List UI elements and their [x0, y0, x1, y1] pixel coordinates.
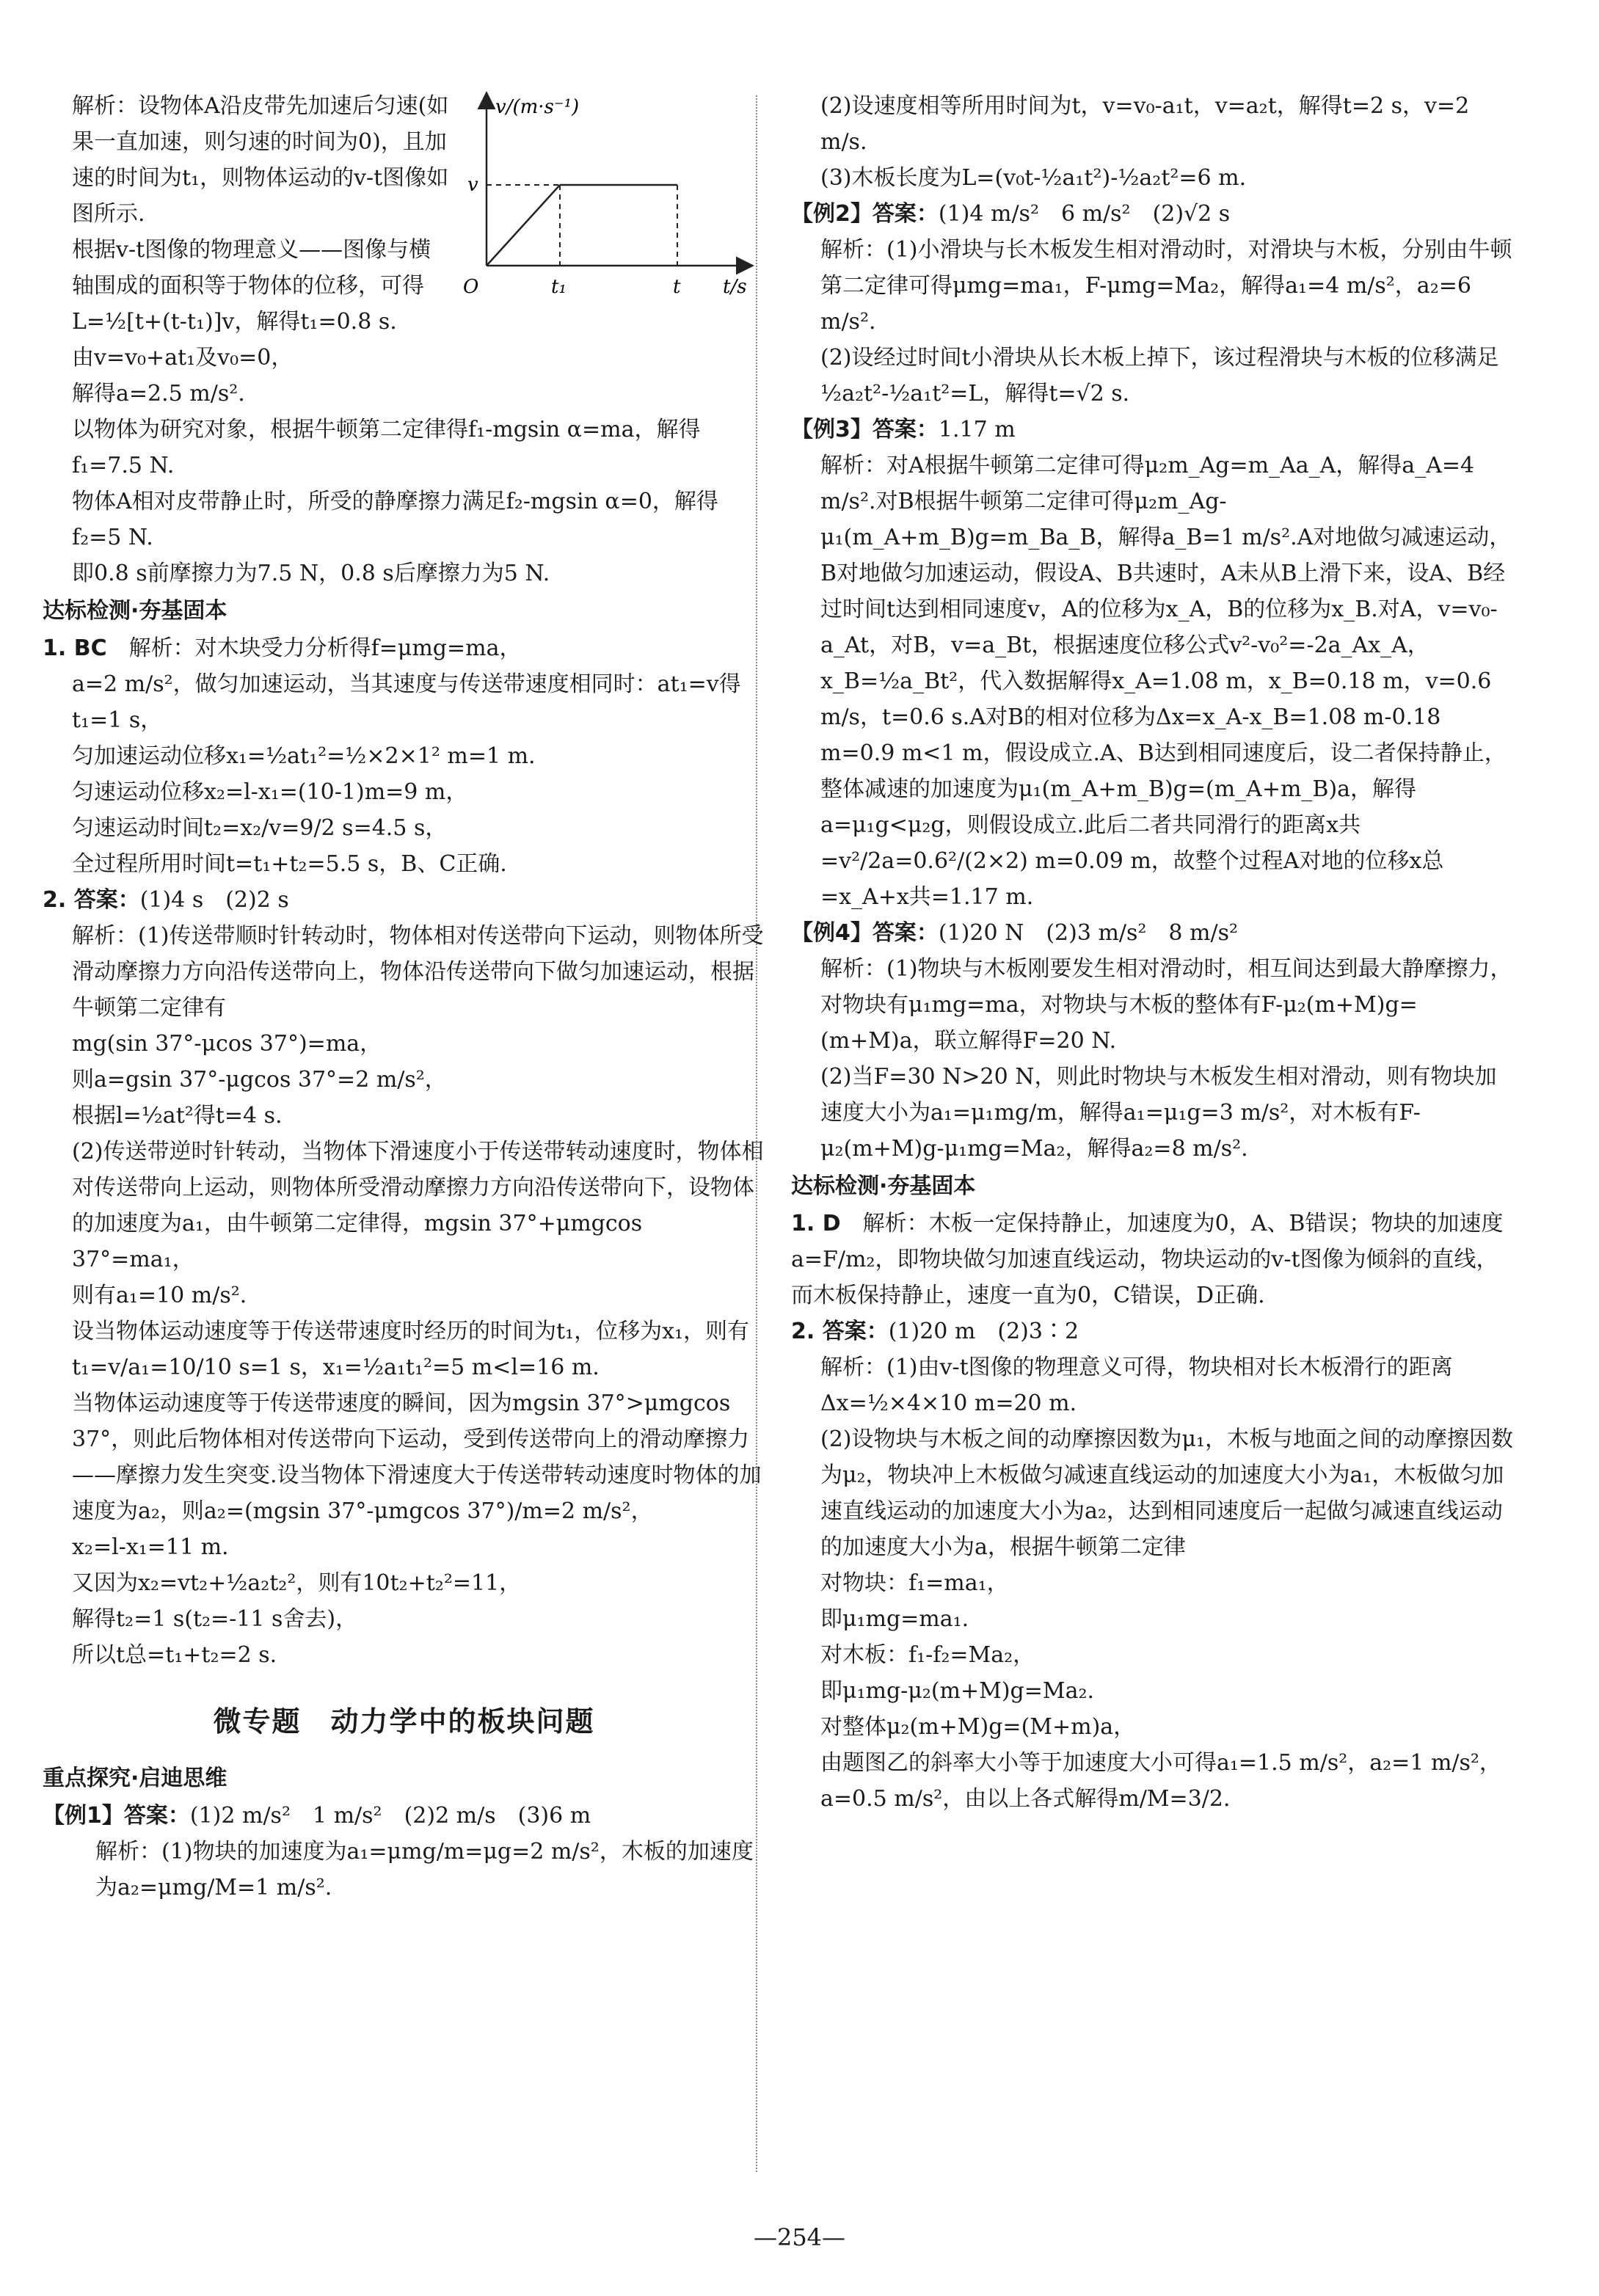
section-heading: 达标检测·夯基固本 [43, 598, 227, 624]
analysis-text: (3)木板长度为L=(v₀t-½a₁t²)-½a₂t²=6 m. [820, 165, 1247, 191]
t-label: t [673, 276, 681, 298]
analysis-text: (2)设经过时间t小滑块从长木板上掉下，该过程滑块与木板的位移满足½a₂t²-½a₁t²=L，解得t=√2 s. [820, 345, 1499, 407]
analysis-text: 解析：(1)由v-t图像的物理意义可得，物块相对长木板滑行的距离 [820, 1355, 1453, 1380]
analysis-text: 则有a₁=10 m/s². [72, 1283, 247, 1308]
analysis-text: 对木板：f₁-f₂=Ma₂， [820, 1642, 1035, 1668]
analysis-text: 解析：对A根据牛顿第二定律可得μ₂m_Ag=m_Aa_A，解得a_A=4 m/s².对B根据牛顿第二定律可得μ₂m_Ag-μ₁(m_A+m_B)g=m_Ba_B，解得a_B=1 m/s².A对地做匀减速运动，B对地做匀加速运动，假设A、B共速时，A未从B上滑下来，设A、B经过时间t达到相同速度v，A的位移为x_A，B的位移为x_B.对A，v=v₀-a_At，对B，v=a_Bt，根据速度位移公式v²-v₀²=-2a_Ax_A，x_B=½a_Bt²，代入数据解得x_A=1.08 m，x_B=0.18 m，v=0.6 m/s，t=0.6 s.A对B的相对位移为Δx=x_A-x_B=1.08 m-0.18 m=0.9 m<1 m，假设成立.A、B达到相同速度后，设二者保持静止，整体减速的加速度为μ₁(m_A+m_B)g=(m_A+m_B)a，解得a=μ₁g<μ₂g，则假设成立.此后二者共同滑行的距离x共=v²/2a=0.6²/(2×2) m=0.09 m，故整个过程A对地的位移x总=x_A+x共=1.17 m. [820, 453, 1512, 910]
analysis-text: 解析：(1)传送带顺时针转动时，物体相对传送带向下运动，则物体所受滑动摩擦力方向沿传送带向上，物体沿传送带向下做匀加速运动，根据牛顿第二定律有 [72, 923, 764, 1021]
v-t-graph-svg [457, 84, 765, 311]
x-axis-label: t/s [723, 276, 747, 298]
example-number: 【例1】答案： [43, 1803, 190, 1829]
analysis-text: 解析：(1)物块与木板刚要发生相对滑动时，相互间达到最大静摩擦力，对物块有μ₁mg=ma，对物块与木板的整体有F-μ₂(m+M)g=(m+M)a，联立解得F=20 N. [820, 956, 1512, 1054]
analysis-text: 解得t₂=1 s(t₂=-11 s舍去)， [72, 1606, 358, 1632]
answer-text: (1)4 m/s² 6 m/s² (2)√2 s [938, 201, 1231, 227]
right-column [791, 88, 1514, 1817]
topic-title: 微专题 动力学中的板块问题 [213, 1705, 595, 1738]
analysis-text: 匀速运动时间t₂=x₂/v=9/2 s=4.5 s， [72, 815, 448, 841]
origin-label: O [463, 276, 479, 298]
analysis-text: 所以t总=t₁+t₂=2 s. [72, 1642, 277, 1668]
analysis-text: 即μ₁mg=ma₁. [820, 1606, 969, 1632]
t1-label: t₁ [551, 276, 567, 298]
page-number: —254— [753, 2223, 846, 2251]
y-axis-label: v/(m·s⁻¹) [495, 96, 580, 118]
analysis-text: 对物块：f₁=ma₁， [820, 1570, 1009, 1596]
analysis-text: 以物体为研究对象，根据牛顿第二定律得f₁-mgsin α=ma，解得f₁=7.5 N. [72, 417, 701, 478]
analysis-text: 由题图乙的斜率大小等于加速度大小可得a₁=1.5 m/s²，a₂=1 m/s²，a=0.5 m/s²，由以上各式解得m/M=3/2. [820, 1750, 1501, 1812]
v-label: v [467, 174, 478, 196]
analysis-text: 解得a=2.5 m/s². [72, 381, 245, 407]
answer-text: 1.17 m [938, 417, 1016, 442]
analysis-text: 匀加速运动位移x₁=½at₁²=½×2×1² m=1 m. [72, 743, 536, 769]
analysis-text: Δx=½×4×10 m=20 m. [820, 1391, 1077, 1416]
analysis-text: 设当物体运动速度等于传送带速度时经历的时间为t₁，位移为x₁，则有 [72, 1319, 750, 1344]
section-heading: 达标检测·夯基固本 [791, 1173, 976, 1199]
analysis-text: 即μ₁mg-μ₂(m+M)g=Ma₂. [820, 1678, 1095, 1704]
analysis-text: 物体A相对皮带静止时，所受的静摩擦力满足f₂-mgsin α=0，解得f₂=5 N. [72, 489, 718, 550]
analysis-text: 解析：(1)物块的加速度为a₁=μmg/m=μg=2 m/s²，木板的加速度为a₂=μmg/M=1 m/s². [95, 1839, 754, 1900]
v-t-graph [457, 84, 765, 311]
question-number: 2. 答案： [43, 887, 140, 913]
analysis-text: x₂=l-x₁=11 m. [72, 1534, 229, 1560]
analysis-text: 解析：设物体A沿皮带先加速后匀速(如果一直加速，则匀速的时间为0)，且加速的时间为t₁，则物体运动的v-t图像如图所示. [72, 93, 449, 227]
answer-text: (1)20 m (2)3∶2 [888, 1319, 1079, 1344]
analysis-text: mg(sin 37°-μcos 37°)=ma， [72, 1031, 382, 1057]
analysis-text: 当物体运动速度等于传送带速度的瞬间，因为mgsin 37°>μmgcos 37°，则此后物体相对传送带向下运动，受到传送带向上的滑动摩擦力——摩擦力发生突变.设当物体下滑速度大于传送带转动速度时物体的加速度为a₂，则a₂=(mgsin 37°-μmgcos 37°)/m=2 m/s²， [72, 1391, 762, 1524]
analysis-text: 解析：对木块受力分析得f=μmg=ma， [128, 635, 522, 661]
analysis-text: (2)传送带逆时针转动，当物体下滑速度小于传送带转动速度时，物体相对传送带向上运动，则物体所受滑动摩擦力方向沿传送带向下，设物体的加速度为a₁，由牛顿第二定律得，mgsin 37°+μmgcos 37°=ma₁， [72, 1139, 764, 1272]
analysis-text: 全过程所用时间t=t₁+t₂=5.5 s，B、C正确. [72, 851, 507, 877]
analysis-text: a=2 m/s²，做匀加速运动，当其速度与传送带速度相同时：at₁=v得t₁=1 s， [72, 671, 741, 733]
answer-text: (1)2 m/s² 1 m/s² (2)2 m/s (3)6 m [189, 1803, 591, 1829]
question-number: 1. BC [43, 635, 107, 661]
analysis-text: t₁=v/a₁=10/10 s=1 s，x₁=½a₁t₁²=5 m<l=16 m. [72, 1355, 600, 1380]
analysis-text: 则a=gsin 37°-μgcos 37°=2 m/s²， [72, 1067, 447, 1093]
answer-text: (1)20 N (2)3 m/s² 8 m/s² [938, 920, 1239, 946]
example-number: 【例3】答案： [791, 417, 939, 442]
analysis-text: (2)当F=30 N>20 N，则此时物块与木板发生相对滑动，则有物块加速度大小为a₁=μ₁mg/m，解得a₁=μ₁g=3 m/s²，对木板有F-μ₂(m+M)g-μ₁mg=Ma₂，解得a₂=8 m/s². [820, 1064, 1497, 1162]
example-number: 【例2】答案： [791, 201, 939, 227]
analysis-text: (2)设物块与木板之间的动摩擦因数为μ₁，木板与地面之间的动摩擦因数为μ₂，物块冲上木板做匀减速直线运动的加速度大小为a₁，木板做匀加速直线运动的加速度大小为a₂，达到相同速度后一起做匀减速直线运动的加速度大小为a，根据牛顿第二定律 [820, 1426, 1514, 1560]
analysis-text: 根据v-t图像的物理意义——图像与横轴围成的面积等于物体的位移，可得L=½[t+(t-t₁)]v，解得t₁=0.8 s. [72, 237, 431, 335]
analysis-text: 由v=v₀+at₁及v₀=0， [72, 345, 294, 371]
analysis-text: 又因为x₂=vt₂+½a₂t₂²，则有10t₂+t₂²=11， [72, 1570, 522, 1596]
question-number: 1. D [791, 1211, 841, 1236]
answer-text: (1)4 s (2)2 s [139, 887, 289, 913]
analysis-text: 解析：(1)小滑块与长木板发生相对滑动时，对滑块与木板，分别由牛顿第二定律可得μmg=ma₁，F-μmg=Ma₂，解得a₁=4 m/s²，a₂=6 m/s². [820, 237, 1512, 335]
analysis-text: 解析：木板一定保持静止，加速度为0，A、B错误；物块的加速度a=F/m₂，即物块做匀加速直线运动，物块运动的v-t图像为倾斜的直线，而木板保持静止，速度一直为0，C错误，D正确. [791, 1211, 1504, 1308]
accel-segment [487, 185, 560, 266]
left-column [43, 88, 765, 1906]
analysis-text: 匀速运动位移x₂=l-x₁=(10-1)m=9 m， [72, 779, 468, 805]
analysis-text: 根据l=½at²得t=4 s. [72, 1103, 283, 1129]
section-heading: 重点探究·启迪思维 [43, 1765, 227, 1791]
example-number: 【例4】答案： [791, 920, 939, 946]
analysis-text: 即0.8 s前摩擦力为7.5 N，0.8 s后摩擦力为5 N. [72, 561, 550, 586]
analysis-text: (2)设速度相等所用时间为t，v=v₀-a₁t，v=a₂t，解得t=2 s，v=2 m/s. [820, 93, 1470, 155]
question-number: 2. 答案： [791, 1319, 889, 1344]
analysis-text: 对整体μ₂(m+M)g=(M+m)a， [820, 1714, 1136, 1740]
